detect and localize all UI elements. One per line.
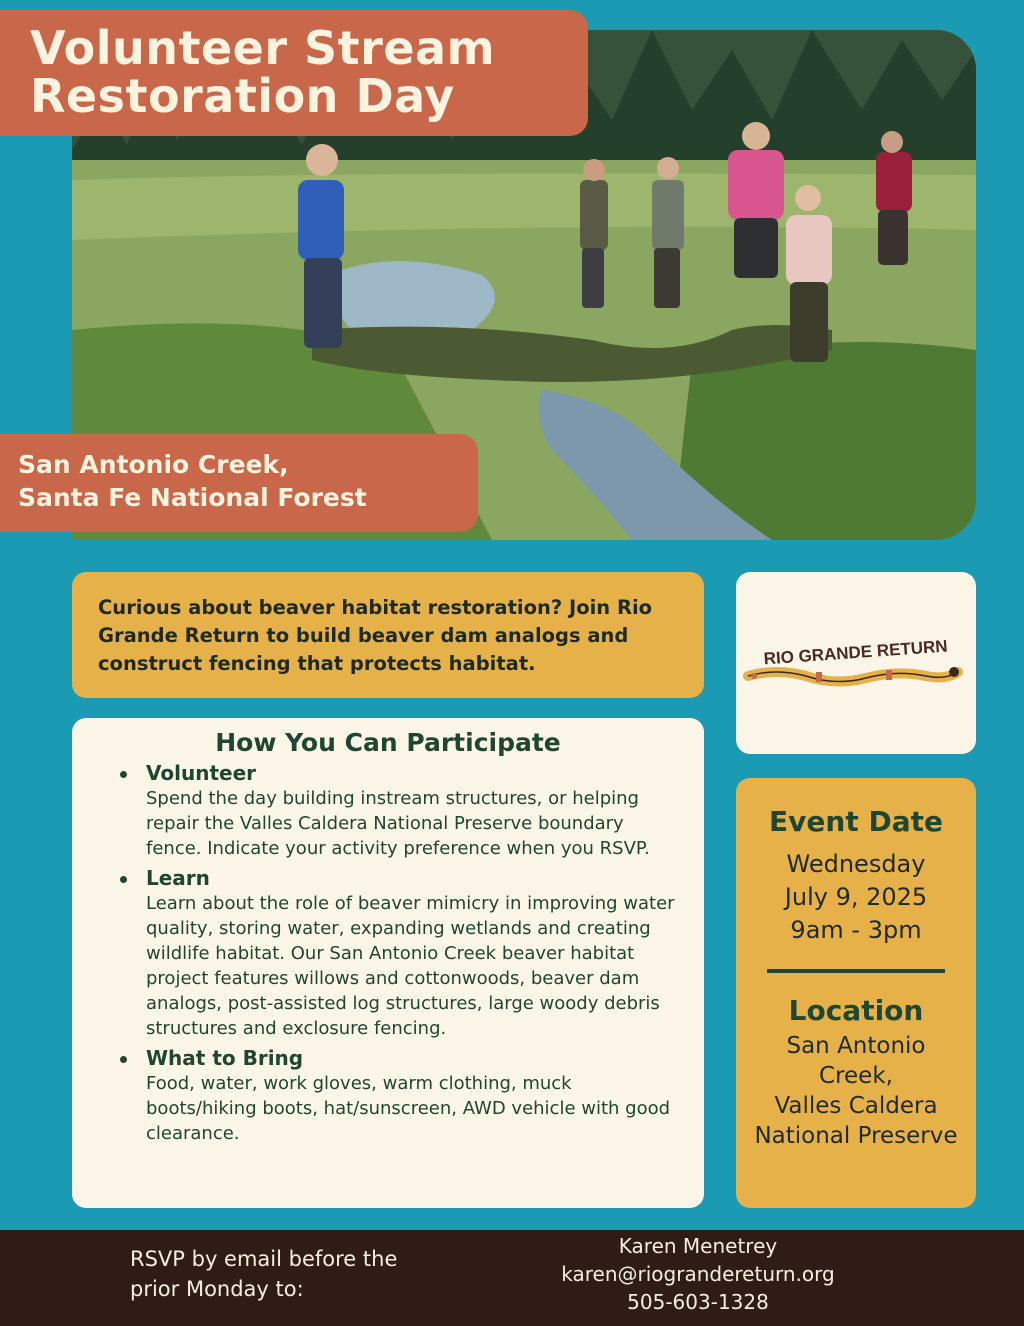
- page-title-line1: Volunteer Stream: [30, 21, 496, 75]
- participate-item-learn: [118, 865, 682, 1041]
- rsvp-instructions: [130, 1244, 397, 1304]
- rsvp-line1: RSVP by email before the: [130, 1247, 398, 1271]
- participate-item-body: Food, water, work gloves, warm clothing, muck boots/hiking boots, hat/sunscreen, AWD vehicle with good clearance.: [146, 1073, 671, 1144]
- title-banner: [0, 10, 588, 136]
- participate-item-volunteer: [118, 760, 682, 861]
- location-heading: Location: [788, 994, 924, 1027]
- location-banner: [0, 434, 478, 532]
- intro-text: Curious about beaver habitat restoration? Join Rio Grande Return to build beaver dam analogs and construct fencing that protects habitat.: [98, 596, 653, 675]
- participate-heading: How You Can Participate: [215, 728, 561, 757]
- event-card: [736, 778, 976, 1208]
- location-line: Creek,: [819, 1063, 893, 1089]
- event-date-heading: Event Date: [769, 805, 943, 838]
- page-title-line2: Restoration Day: [30, 69, 455, 123]
- intro-box: [72, 572, 704, 698]
- event-date: July 9, 2025: [784, 883, 928, 911]
- footer: [0, 1230, 1024, 1326]
- location-line: National Preserve: [754, 1123, 958, 1149]
- logo-card: [736, 572, 976, 754]
- contact-email[interactable]: karen@riograndereturn.org: [561, 1262, 835, 1286]
- event-time: 9am - 3pm: [790, 916, 922, 944]
- participate-card: [72, 718, 704, 1208]
- location-line: Valles Caldera: [774, 1093, 938, 1119]
- participate-item-body: Spend the day building instream structures, or helping repair the Valles Caldera National Preserve boundary fence. Indicate your activity preference when you RSVP.: [146, 788, 650, 859]
- contact-info: [548, 1232, 848, 1316]
- rsvp-line2: prior Monday to:: [130, 1277, 304, 1301]
- location-banner-line1: San Antonio Creek,: [18, 450, 289, 479]
- participate-item-body: Learn about the role of beaver mimicry in improving water quality, storing water, expanding wetlands and creating wildlife habitat. Our San Antonio Creek beaver habitat project features willows and cottonwoods, beaver dam analogs, post-assisted log structures, large woody debris structures and exclosure fencing.: [146, 893, 675, 1039]
- location-line: San Antonio: [786, 1033, 926, 1059]
- logo-text: RIO GRANDE RETURN: [763, 636, 949, 669]
- event-day: Wednesday: [786, 850, 926, 878]
- contact-phone[interactable]: 505-603-1328: [627, 1290, 769, 1314]
- snake-river-logo-icon: [736, 572, 976, 754]
- participate-item-title: Volunteer: [118, 760, 682, 786]
- participate-item-bring: [118, 1045, 682, 1146]
- location-banner-line2: Santa Fe National Forest: [18, 483, 367, 512]
- event-divider: [767, 969, 945, 973]
- participate-item-title: Learn: [118, 865, 682, 891]
- contact-name: Karen Menetrey: [618, 1234, 778, 1258]
- participate-item-title: What to Bring: [118, 1045, 682, 1071]
